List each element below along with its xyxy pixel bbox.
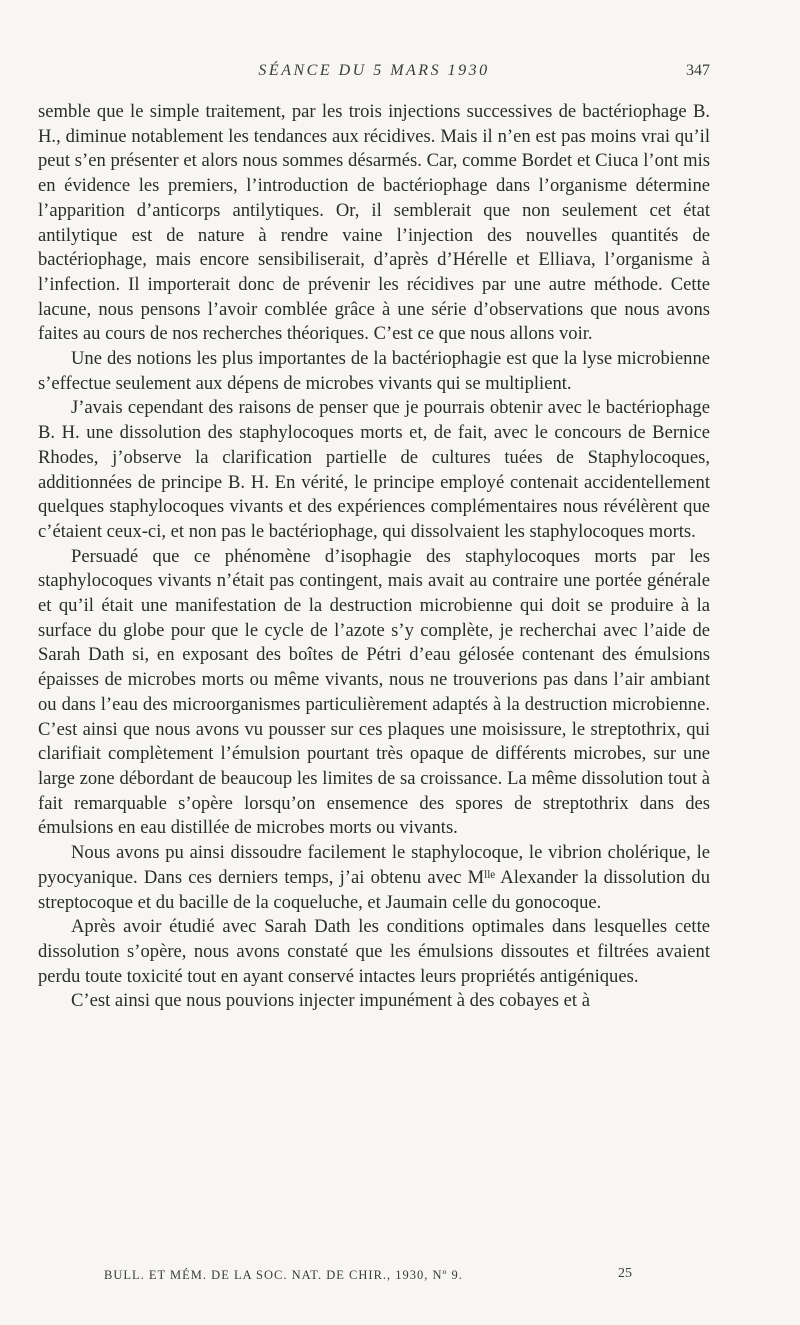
- paragraph: Une des notions les plus importantes de la bactériophagie est que la lyse microbienne s’effectue seulement aux dépens de microbes vivants qui se multiplient.: [38, 348, 710, 394]
- body-text: [38, 100, 710, 1014]
- signature-mark: 25: [618, 1266, 632, 1281]
- paragraph: C’est ainsi que nous pouvions injecter impunément à des cobayes et à: [71, 990, 590, 1012]
- page-number: 347: [686, 62, 710, 79]
- paragraph: semble que le simple traitement, par les trois injections successives de bactériophage B. H., diminue notablement les tendances aux récidives. Mais il n’en est pas moins vrai qu’il peut s’en présenter et alors nous sommes désarmés. Car, comme Bordet et Ciuca l’ont mis en évidence les premiers, l’introduction de bactériophage dans l’organisme détermine l’apparition d’anticorps antilytiques. Or, il semblerait que non seulement cet état antilytique est de nature à rendre vaine l’injection des nouvelles quantités de bactériophage, mais encore sensibiliserait, d’après d’Hérelle et Elliava, l’organisme à l’infection. Il importerait donc de prévenir les récidives par une autre méthode. Cette lacune, nous pensons l’avoir comblée grâce à une série d’observations que nous avons faites au cours de nos recherches théoriques. C’est ce que nous allons voir.: [38, 101, 710, 345]
- footer-citation: BULL. ET MÉM. DE LA SOC. NAT. DE CHIR., 1930, Nº 9.: [104, 1268, 463, 1282]
- paragraph: Persuadé que ce phénomène d’isophagie des staphylocoques morts par les staphylocoques vivants n’était pas contingent, mais avait au contraire une portée générale et qu’il était une manifestation de la destruction microbienne qui doit se produire à la surface du globe pour que le cycle de l’azote s’y complète, je recherchai avec l’aide de Sarah Dath si, en exposant des boîtes de Pétri d’eau gélosée contenant des émulsions épaisses de microbes morts ou même vivants, nous ne trouverions pas dans l’air ambiant ou dans l’eau des microorganismes particulièrement adaptés à la destruction microbienne. C’est ainsi que nous avons vu pousser sur ces plaques une moisissure, le streptothrix, qui clarifiait complètement l’émulsion pourtant très opaque de différents microbes, sur une large zone débordant de beaucoup les limites de sa croissance. La même dissolution tout à fait remarquable s’opère lorsqu’on ensemence des spores de streptothrix dans des émulsions en eau distillée de microbes morts ou vivants.: [38, 545, 710, 839]
- paragraph: J’avais cependant des raisons de penser que je pourrais obtenir avec le bactériophage B. H. une dissolution des staphylocoques morts et, de fait, avec le concours de Bernice Rhodes, j’observe la clarification partielle de cultures tuées de Staphylocoques, additionnées de principe B. H. En vérité, le principe employé contenait accidentellement quelques staphylocoques vivants et des expériences complémentaires nous révélèrent que c’étaient ceux-ci, et non pas le bactériophage, qui dissolvaient les staphylocoques morts.: [38, 397, 710, 542]
- paragraph: Nous avons pu ainsi dissoudre facilement le staphylocoque, le vibrion cholérique, le pyocyanique. Dans ces derniers temps, j’ai obtenu avec Mˡˡᵉ Alexander la dissolution du streptocoque et du bacille de la coqueluche, et Jaumain celle du gonocoque.: [38, 842, 710, 913]
- running-title: SÉANCE DU 5 MARS 1930: [258, 62, 490, 79]
- paragraph: Après avoir étudié avec Sarah Dath les conditions optimales dans lesquelles cette dissolution s’opère, nous avons constaté que les émulsions dissoutes et filtrées avaient perdu toute toxicité tout en ayant conservé intactes leurs propriétés antigéniques.: [38, 916, 710, 987]
